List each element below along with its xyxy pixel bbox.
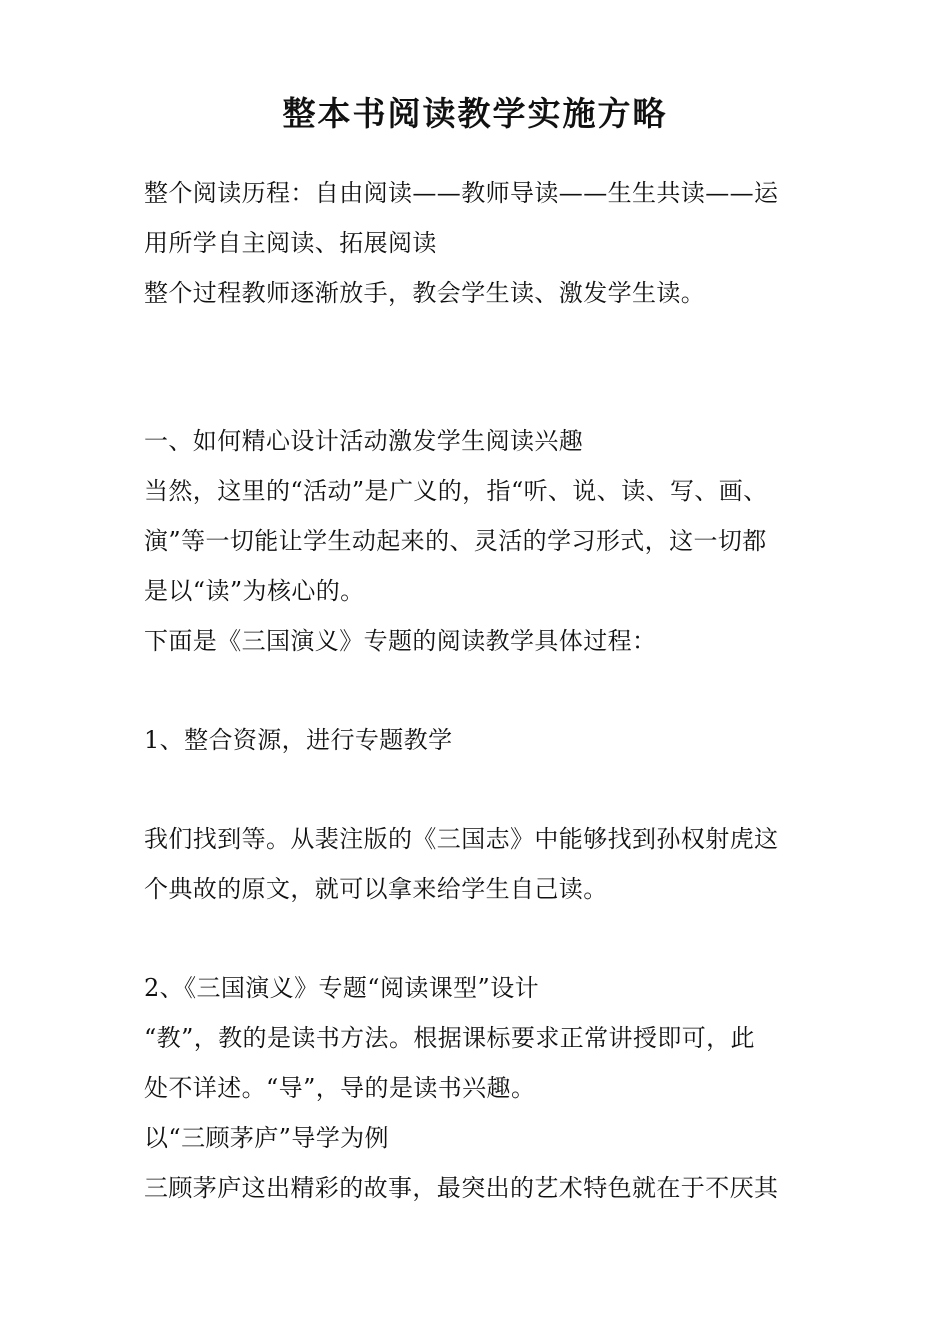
- subsection-heading: 2、《三国演义》专题“阅读课型”设计: [144, 974, 540, 1002]
- paragraph-line: 处不详述。“导”，导的是读书兴趣。: [144, 1074, 536, 1102]
- paragraph-line: “教”，教的是读书方法。根据课标要求正常讲授即可，此: [144, 1024, 755, 1052]
- paragraph-line: 三顾茅庐这出精彩的故事，最突出的艺术特色就在于不厌其: [144, 1174, 779, 1202]
- paragraph-line: 当然，这里的“活动”是广义的，指“听、说、读、写、画、: [144, 477, 768, 505]
- section-heading: 一、如何精心设计活动激发学生阅读兴趣: [144, 427, 584, 455]
- document-title: 整本书阅读教学实施方略: [282, 94, 668, 133]
- paragraph-line: 整个过程教师逐渐放手，教会学生读、激发学生读。: [144, 279, 706, 307]
- paragraph-line: 是以“读”为核心的。: [144, 577, 365, 605]
- paragraph-line: 个典故的原文，就可以拿来给学生自己读。: [144, 875, 608, 903]
- paragraph-line: 整个阅读历程：自由阅读——教师导读——生生共读——运: [144, 179, 779, 207]
- paragraph-line: 演”等一切能让学生动起来的、灵活的学习形式，这一切都: [144, 527, 767, 555]
- paragraph-line: 下面是《三国演义》专题的阅读教学具体过程：: [144, 627, 657, 655]
- paragraph-line: 我们找到等。从裴注版的《三国志》中能够找到孙权射虎这: [144, 825, 779, 853]
- subsection-heading: 1、整合资源，进行专题教学: [144, 726, 453, 754]
- paragraph-line: 用所学自主阅读、拓展阅读: [144, 229, 437, 257]
- paragraph-line: 以“三顾茅庐”导学为例: [144, 1124, 389, 1152]
